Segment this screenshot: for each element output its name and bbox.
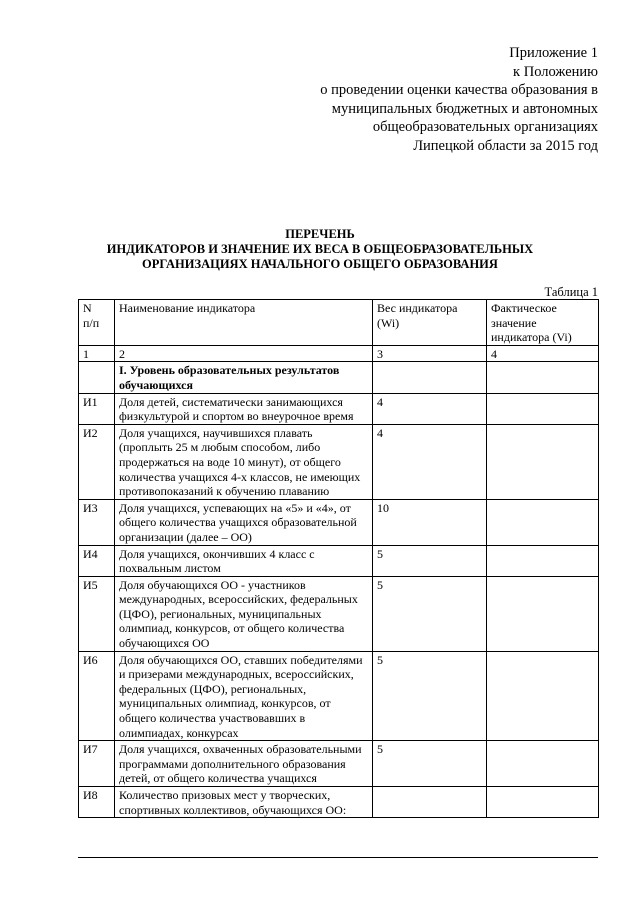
appendix-line: Приложение 1 (509, 45, 598, 61)
indicator-id: И3 (79, 499, 115, 545)
indicator-id: И1 (79, 393, 115, 424)
appendix-line: общеобразовательных организациях (372, 119, 598, 135)
header-num-line: N (83, 301, 92, 315)
header-weight: Вес индикатора (Wi) (373, 300, 487, 346)
indicator-weight: 4 (373, 393, 487, 424)
section-num-cell (79, 362, 115, 393)
indicator-row (79, 545, 599, 576)
indicator-id: И5 (79, 576, 115, 651)
table-header-row (79, 300, 599, 346)
header-num (79, 300, 115, 346)
appendix-line: муниципальных бюджетных и автономных (331, 100, 598, 117)
indicator-actual-value (487, 499, 599, 545)
indicator-weight: 5 (373, 741, 487, 787)
indicator-name: Доля учащихся, окончивших 4 класс с похвальным листом (115, 545, 373, 576)
indicator-row (79, 787, 599, 818)
appendix-note (238, 44, 598, 155)
indicator-name: Доля обучающихся ОО, ставших победителями и призерами международных, всероссийских, федеральных (ЦФО), региональных, муниципальных олимпиад, конкурсов, от общего количества участвовавших в олимпиадах, конкурсах (115, 651, 373, 741)
indicator-actual-value (487, 393, 599, 424)
header-num-line: п/п (83, 315, 100, 330)
indicator-row (79, 499, 599, 545)
section-weight-cell (373, 362, 487, 393)
appendix-line: о проведении оценки качества образования в (320, 82, 598, 98)
indicator-weight: 5 (373, 545, 487, 576)
indicator-id: И6 (79, 651, 115, 741)
indicator-weight: 10 (373, 499, 487, 545)
indicator-actual-value (487, 651, 599, 741)
indicator-name: Доля учащихся, научившихся плавать (проплыть 25 м любым способом, либо продержаться на воде 10 минут), от общего количества учащихся 4-х классов, не имеющих противопоказаний к обучению плаванию (115, 424, 373, 499)
indicator-actual-value (487, 787, 599, 818)
indicators-table (78, 299, 599, 818)
indicator-row (79, 393, 599, 424)
section-actual-cell (487, 362, 599, 393)
heading-line: ПЕРЕЧЕНЬ (285, 227, 355, 241)
index-cell: 3 (373, 345, 487, 362)
indicator-name: Доля детей, систематически занимающихся физкультурой и спортом во внеурочное время (115, 393, 373, 424)
indicator-name: Доля обучающихся ОО - участников международных, всероссийских, федеральных (ЦФО), региональных, муниципальных олимпиад, конкурсов, от общего количества обучающихся ОО (115, 576, 373, 651)
indicator-name: Доля учащихся, охваченных образовательными программами дополнительного образования детей, от общего количества учащихся (115, 741, 373, 787)
section-title: I. Уровень образовательных результатов обучающихся (115, 362, 373, 393)
header-actual: Фактическое значение индикатора (Vi) (487, 300, 599, 346)
indicator-name: Доля учащихся, успевающих на «5» и «4», от общего количества учащихся образовательной организации (далее – ОО) (115, 499, 373, 545)
section-row (79, 362, 599, 393)
heading-line: ОРГАНИЗАЦИЯХ НАЧАЛЬНОГО ОБЩЕГО ОБРАЗОВАНИЯ (142, 257, 498, 271)
appendix-line: к Положению (513, 63, 598, 80)
indicator-row (79, 576, 599, 651)
index-row (79, 345, 599, 362)
indicator-weight (373, 787, 487, 818)
indicator-actual-value (487, 576, 599, 651)
indicator-weight: 5 (373, 576, 487, 651)
table-caption: Таблица 1 (544, 285, 598, 299)
index-cell: 2 (115, 345, 373, 362)
indicator-id: И2 (79, 424, 115, 499)
indicator-id: И7 (79, 741, 115, 787)
indicator-actual-value (487, 545, 599, 576)
indicator-weight: 5 (373, 651, 487, 741)
indicator-weight: 4 (373, 424, 487, 499)
header-name: Наименование индикатора (115, 300, 373, 346)
heading-line: ИНДИКАТОРОВ И ЗНАЧЕНИЕ ИХ ВЕСА В ОБЩЕОБРАЗОВАТЕЛЬНЫХ (106, 242, 534, 256)
indicator-id: И8 (79, 787, 115, 818)
index-cell: 4 (487, 345, 599, 362)
index-cell: 1 (79, 345, 115, 362)
indicator-actual-value (487, 424, 599, 499)
indicator-actual-value (487, 741, 599, 787)
document-heading (0, 227, 640, 272)
indicator-name: Количество призовых мест у творческих, спортивных коллективов, обучающихся ОО: (115, 787, 373, 818)
indicator-row (79, 741, 599, 787)
appendix-line: Липецкой области за 2015 год (413, 137, 598, 154)
indicator-id: И4 (79, 545, 115, 576)
table-bottom-border (78, 857, 598, 858)
indicator-row (79, 424, 599, 499)
indicator-row (79, 651, 599, 741)
